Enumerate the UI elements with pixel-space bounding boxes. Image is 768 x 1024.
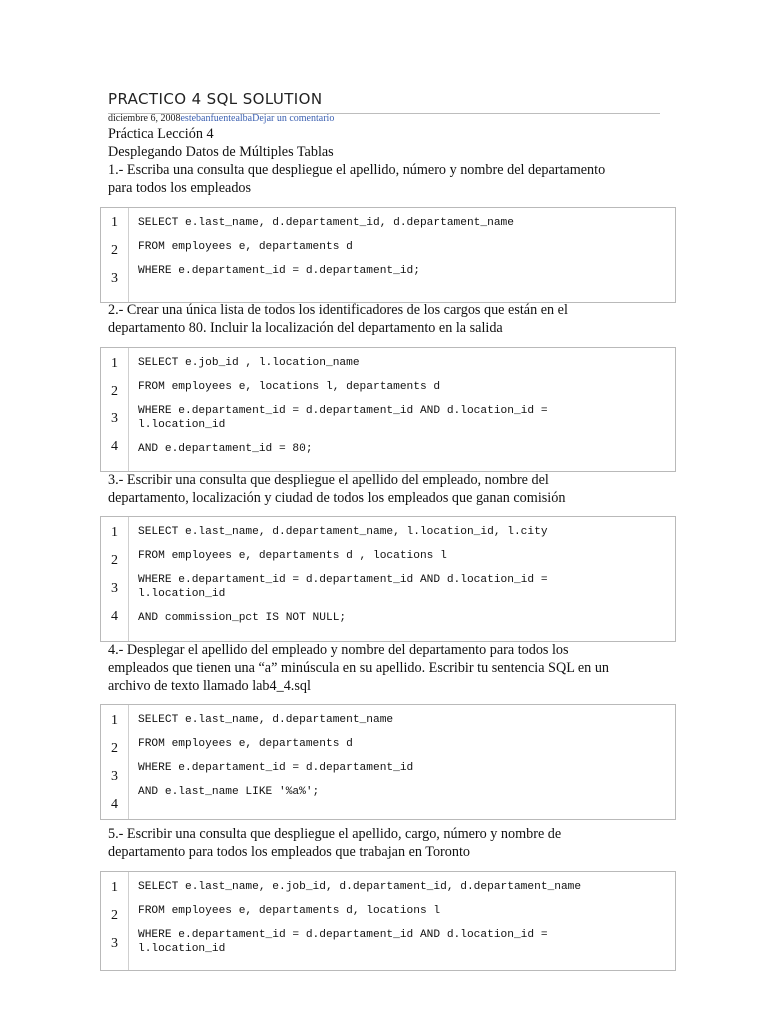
code-line: WHERE e.departament_id = d.departament_id AND d.location_id = l.location_id: [138, 929, 548, 955]
line-number: 4: [111, 609, 118, 624]
line-number: 1: [111, 713, 118, 728]
line-number: 1: [111, 880, 118, 895]
author-link[interactable]: estebanfuentealba: [180, 113, 253, 124]
code-block: [100, 704, 676, 820]
exercise-prompt-line: 1.- Escriba una consulta que despliegue el apellido, número y nombre del departamento: [108, 162, 606, 178]
exercise-prompt-line: para todos los empleados: [108, 180, 252, 196]
line-number: 2: [111, 384, 118, 399]
code-line: SELECT e.last_name, e.job_id, d.departament_id, d.departament_name: [138, 881, 582, 893]
code-line: WHERE e.departament_id = d.departament_id: [138, 762, 414, 774]
exercise-prompt-line: 4.- Desplegar el apellido del empleado y nombre del departamento para todos los: [108, 642, 569, 658]
line-number: 3: [111, 271, 118, 286]
code-line: AND e.departament_id = 80;: [138, 443, 313, 455]
line-number: 3: [111, 769, 118, 784]
code-block: [100, 516, 676, 642]
code-line: AND commission_pct IS NOT NULL;: [138, 612, 347, 624]
line-number: 1: [111, 525, 118, 540]
exercise-prompt-line: departamento para todos los empleados que trabajan en Toronto: [108, 844, 470, 860]
topic-heading: Desplegando Datos de Múltiples Tablas: [108, 144, 334, 160]
line-number: 2: [111, 553, 118, 568]
code-block: [100, 207, 676, 303]
exercise-prompt-line: 5.- Escribir una consulta que despliegue el apellido, cargo, número y nombre de: [108, 826, 562, 842]
comment-link[interactable]: Dejar un comentario: [252, 113, 335, 124]
line-number: 1: [111, 356, 118, 371]
post-date: diciembre 6, 2008: [108, 113, 181, 124]
code-line: WHERE e.departament_id = d.departament_id;: [138, 265, 420, 277]
exercise-prompt-line: departamento 80. Incluir la localización del departamento en la salida: [108, 320, 503, 336]
code-line: FROM employees e, departaments d: [138, 241, 353, 253]
exercise-prompt-line: archivo de texto llamado lab4_4.sql: [108, 678, 311, 694]
code-line: FROM employees e, departaments d, locations l: [138, 905, 441, 917]
code-line: FROM employees e, locations l, departaments d: [138, 381, 441, 393]
code-line: AND e.last_name LIKE '%a%';: [138, 786, 320, 798]
line-number: 3: [111, 936, 118, 951]
code-line: WHERE e.departament_id = d.departament_id AND d.location_id = l.location_id: [138, 574, 548, 600]
line-number: 1: [111, 215, 118, 230]
code-line: SELECT e.last_name, d.departament_id, d.departament_name: [138, 217, 514, 229]
code-line: SELECT e.job_id , l.location_name: [138, 357, 360, 369]
line-number: 2: [111, 741, 118, 756]
line-number: 2: [111, 908, 118, 923]
code-line: FROM employees e, departaments d: [138, 738, 353, 750]
line-number: 2: [111, 243, 118, 258]
exercise-prompt-line: 2.- Crear una única lista de todos los identificadores de los cargos que están en el: [108, 302, 568, 318]
code-block: [100, 347, 676, 472]
code-line: SELECT e.last_name, d.departament_name, l.location_id, l.city: [138, 526, 548, 538]
line-number: 4: [111, 439, 118, 454]
code-block: [100, 871, 676, 971]
exercise-prompt-line: 3.- Escribir una consulta que despliegue el apellido del empleado, nombre del: [108, 472, 549, 488]
page-title: PRACTICO 4 SQL SOLUTION: [108, 90, 323, 108]
code-line: FROM employees e, departaments d , locations l: [138, 550, 447, 562]
code-line: SELECT e.last_name, d.departament_name: [138, 714, 394, 726]
exercise-prompt-line: departamento, localización y ciudad de todos los empleados que ganan comisión: [108, 490, 566, 506]
lesson-heading: Práctica Lección 4: [108, 126, 214, 142]
post-meta: [108, 113, 334, 124]
code-line: WHERE e.departament_id = d.departament_id AND d.location_id = l.location_id: [138, 405, 548, 431]
line-number: 3: [111, 411, 118, 426]
line-number: 4: [111, 797, 118, 812]
line-number: 3: [111, 581, 118, 596]
exercise-prompt-line: empleados que tienen una “a” minúscula en su apellido. Escribir tu sentencia SQL en un: [108, 660, 610, 676]
